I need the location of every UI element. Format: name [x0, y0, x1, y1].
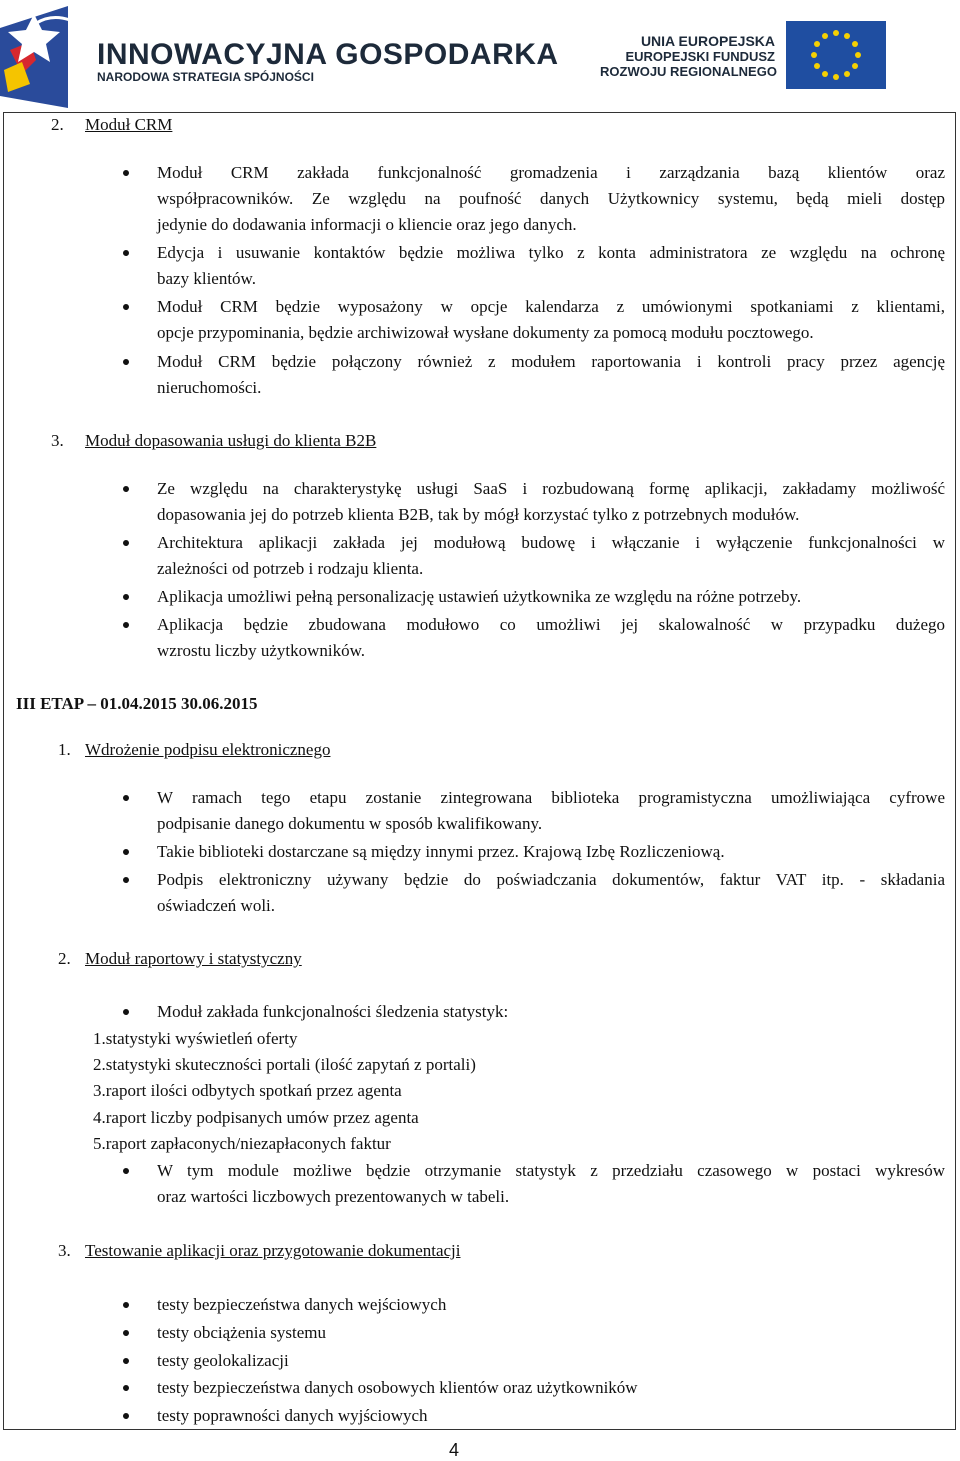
- section-heading-crm: Moduł CRM: [85, 115, 173, 134]
- crm-b3-l2: opcje przypominania, będzie archiwizował wysłane dokumenty za pomocą modułu pocztowego.: [157, 323, 814, 342]
- eu-line2: EUROPEJSKI FUNDUSZ: [625, 49, 775, 64]
- tests-list-item: testy poprawności danych wyjściowych: [157, 1406, 428, 1425]
- bullet: [123, 250, 129, 256]
- bullet: [123, 1302, 129, 1308]
- crm-b1-l3: jedynie do dodawania informacji o kliencie oraz jego danych.: [157, 215, 577, 234]
- bullet: [123, 1168, 129, 1174]
- bullet: [123, 486, 129, 492]
- eu-line3: ROZWOJU REGIONALNEGO: [600, 64, 777, 79]
- b2b-b3-l1: Aplikacja umożliwi pełną personalizację ustawień użytkownika ze względu na różne potrzeby.: [157, 587, 802, 606]
- crm-b4-l1: Moduł CRM będzie połączony również z modułem raportowania i kontroli pracy przez agencję: [157, 352, 945, 371]
- tests-list-item: testy obciążenia systemu: [157, 1323, 327, 1342]
- bullet: [123, 1413, 129, 1419]
- stats-list-item: 5.raport zapłaconych/niezapłaconych faktur: [93, 1134, 391, 1153]
- bullet: [123, 1358, 129, 1364]
- section-number: 2.: [58, 949, 71, 968]
- bullet: [123, 170, 129, 176]
- brand-subtitle: NARODOWA STRATEGIA SPÓJNOŚCI: [97, 70, 314, 84]
- bullet: [123, 622, 129, 628]
- b2b-b4-l2: wzrostu liczby użytkowników.: [157, 641, 366, 660]
- section-number: 1.: [58, 740, 71, 759]
- bullet: [123, 795, 129, 801]
- b2b-b2-l1: Architektura aplikacji zakłada jej modułową budowę i włączanie i wyłączenie funkcjonalności w: [157, 533, 945, 552]
- brand-title: INNOWACYJNA GOSPODARKA: [97, 38, 559, 71]
- sign-b3-l1: Podpis elektroniczny używany będzie do poświadczania dokumentów, faktur VAT itp. - składania: [157, 870, 945, 889]
- crm-b4-l2: nieruchomości.: [157, 378, 262, 397]
- sign-b3-l2: oświadczeń woli.: [157, 896, 276, 915]
- stage-heading: III ETAP – 01.04.2015 30.06.2015: [16, 694, 258, 713]
- sign-b1-l2: podpisanie danego dokumentu w sposób kwalifikowany.: [157, 814, 543, 833]
- bullet: [123, 1009, 129, 1015]
- section-heading-signature: Wdrożenie podpisu elektronicznego: [85, 740, 331, 759]
- bullet: [123, 877, 129, 883]
- eu-line1: UNIA EUROPEJSKA: [640, 33, 775, 49]
- section-heading-b2b: Moduł dopasowania usługi do klienta B2B: [85, 431, 377, 450]
- page-header: [0, 0, 960, 112]
- tests-list-item: testy bezpieczeństwa danych wejściowych: [157, 1295, 447, 1314]
- b2b-b4-l1: Aplikacja będzie zbudowana modułowo co umożliwi jej skalowalność w przypadku dużego: [157, 615, 945, 634]
- stats-list-item: 3.raport ilości odbytych spotkań przez agenta: [93, 1081, 402, 1100]
- innowacyjna-gospodarka-logo: [0, 0, 80, 110]
- crm-b3-l1: Moduł CRM będzie wyposażony w opcje kalendarza z umówionymi spotkaniami z klientami,: [157, 297, 945, 316]
- page-number: 4: [449, 1440, 460, 1460]
- crm-b2-l1: Edycja i usuwanie kontaktów będzie możliwa tylko z konta administratora ze względu na ochronę: [157, 243, 945, 262]
- stats-b1: Moduł zakłada funkcjonalności śledzenia statystyk:: [157, 1002, 509, 1021]
- bullet: [123, 594, 129, 600]
- tests-list-item: testy geolokalizacji: [157, 1351, 289, 1370]
- sign-b2-l1: Takie biblioteki dostarczane są między innymi przez. Krajową Izbę Rozliczeniową.: [157, 842, 725, 861]
- section-number: 2.: [51, 115, 64, 134]
- section-heading-reports: Moduł raportowy i statystyczny: [85, 949, 302, 968]
- eu-label: [600, 34, 775, 79]
- section-number: 3.: [51, 431, 64, 450]
- bullet: [123, 1385, 129, 1391]
- bullet: [123, 359, 129, 365]
- stats-b2-l2: oraz wartości liczbowych prezentowanych w tabeli.: [157, 1187, 510, 1206]
- section-number: 3.: [58, 1241, 71, 1260]
- stats-b2-l1: W tym module możliwe będzie otrzymanie statystyk z przedziału czasowego w postaci wykresów: [157, 1161, 945, 1180]
- bullet: [123, 849, 129, 855]
- tests-list-item: testy bezpieczeństwa danych osobowych klientów oraz użytkowników: [157, 1378, 638, 1397]
- section-heading-tests: Testowanie aplikacji oraz przygotowanie dokumentacji: [85, 1241, 461, 1260]
- sign-b1-l1: W ramach tego etapu zostanie zintegrowana biblioteka programistyczna umożliwiająca cyfrowe: [157, 788, 945, 807]
- eu-flag-icon: [786, 21, 886, 89]
- bullet: [123, 540, 129, 546]
- crm-b1-l2: współpracowników. Ze względu na poufność danych Użytkownicy systemu, będą mieli dostęp: [157, 189, 945, 208]
- b2b-b1-l2: dopasowania jej do potrzeb klienta B2B, tak by mógł korzystać tylko z potrzebnych modułów.: [157, 505, 800, 524]
- bullet: [123, 304, 129, 310]
- b2b-b2-l2: zależności od potrzeb i rodzaju klienta.: [157, 559, 424, 578]
- bullet: [123, 1330, 129, 1336]
- stats-list-item: 4.raport liczby podpisanych umów przez agenta: [93, 1108, 419, 1127]
- b2b-b1-l1: Ze względu na charakterystykę usługi SaaS i rozbudowaną formę aplikacji, zakładamy możliwość: [157, 479, 945, 498]
- stats-list-item: 2.statystyki skuteczności portali (ilość zapytań z portali): [93, 1055, 476, 1074]
- crm-b2-l2: bazy klientów.: [157, 269, 256, 288]
- stats-list-item: 1.statystyki wyświetleń oferty: [93, 1029, 298, 1048]
- crm-b1-l1: Moduł CRM zakłada funkcjonalność gromadzenia i zarządzania bazą klientów oraz: [157, 163, 945, 182]
